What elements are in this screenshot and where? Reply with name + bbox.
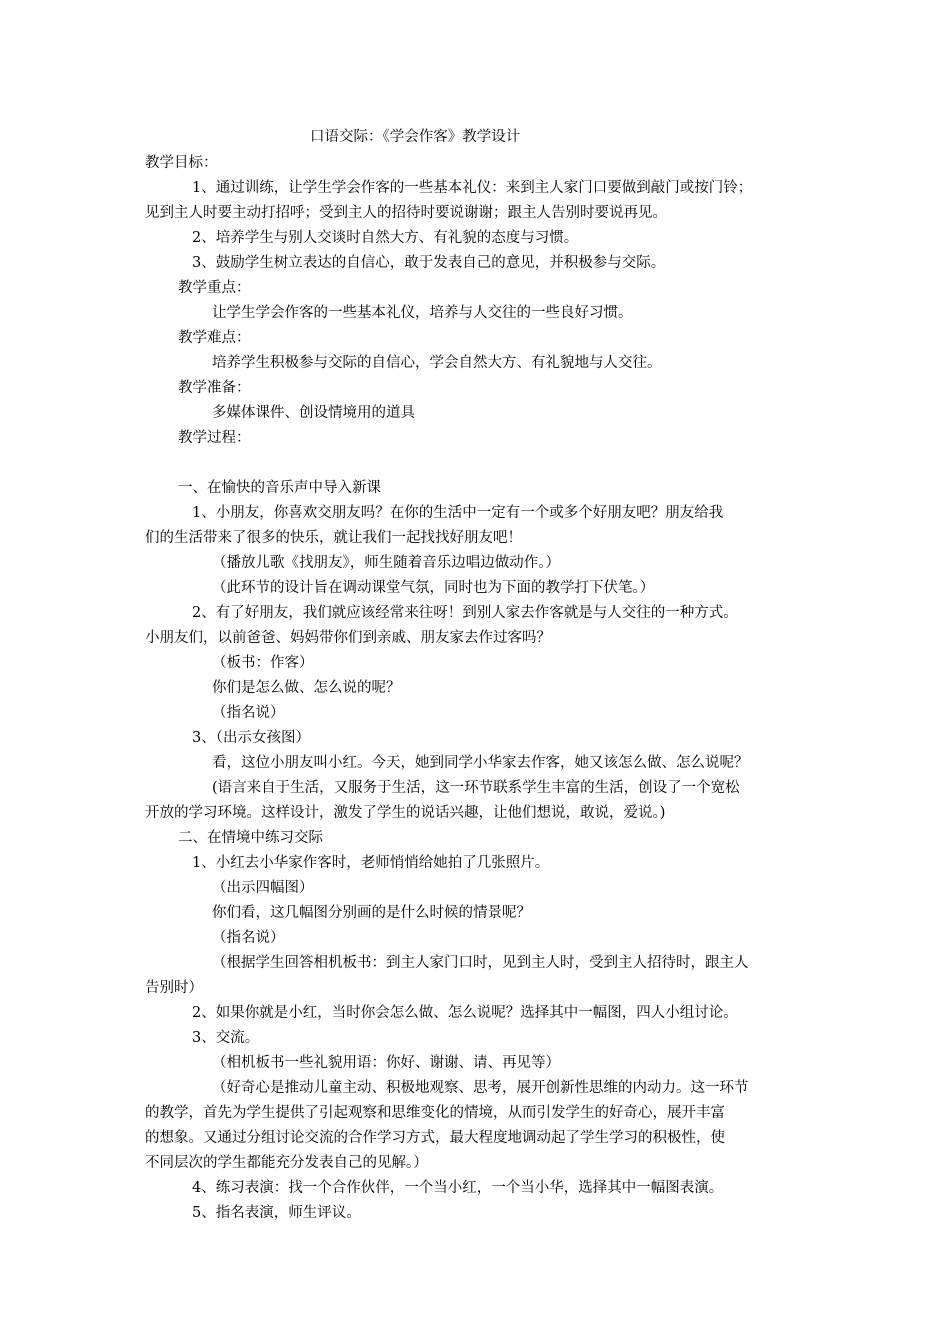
paragraph-2-3: 3、交流。 bbox=[192, 1030, 260, 1046]
paragraph-1-1-cont: 们的生活带来了很多的快乐，就让我们一起找找好朋友吧！ bbox=[145, 530, 522, 546]
paragraph-2-3-note: （好奇心是推动儿童主动、积极地观察、思考，展开创新性思维的内动力。这一环节 bbox=[212, 1080, 749, 1096]
paragraph-2-1-question: 你们看，这几幅图分别画的是什么时候的情景呢？ bbox=[212, 905, 531, 921]
paragraph-2-1-show: （出示四幅图） bbox=[212, 880, 314, 896]
paragraph-2-3-note-cont-3: 不同层次的学生都能充分发表自己的见解。） bbox=[145, 1155, 428, 1171]
paragraph-goal-3: 3、鼓励学生树立表达的自信心，敢于发表自己的意见，并积极参与交际。 bbox=[192, 255, 666, 271]
heading-difficulties: 教学难点： bbox=[178, 330, 251, 346]
paragraph-preparation: 多媒体课件、创设情境用的道具 bbox=[212, 405, 415, 421]
paragraph-1-3-note: (语言来自于生活，又服务于生活，这一环节联系学生丰富的生活，创设了一个宽松 bbox=[212, 780, 740, 796]
heading-teaching-goals: 教学目标： bbox=[145, 155, 218, 171]
paragraph-2-3-note-cont-1: 的教学，首先为学生提供了引起观察和思维变化的情境，从而引发学生的好奇心，展开丰富 bbox=[145, 1105, 725, 1121]
paragraph-2-1-board-cont: 告别时） bbox=[145, 980, 203, 996]
section-heading-1: 一、在愉快的音乐声中导入新课 bbox=[178, 480, 381, 496]
paragraph-2-5: 5、指名表演，师生评议。 bbox=[192, 1205, 361, 1221]
paragraph-2-1: 1、小红去小华家作客时，老师悄悄给她拍了几张照片。 bbox=[192, 855, 550, 871]
paragraph-1-3: 3、（出示女孩图） bbox=[192, 730, 310, 746]
section-heading-2: 二、在情境中练习交际 bbox=[178, 830, 323, 846]
paragraph-1-1-note-a: （播放儿歌《找朋友》，师生随着音乐边唱边做动作。） bbox=[212, 555, 560, 571]
paragraph-2-1-board: （根据学生回答相机板书：到主人家门口时，见到主人时，受到主人招待时，跟主人 bbox=[212, 955, 749, 971]
paragraph-1-3-note-cont: 开放的学习环境。这样设计，激发了学生的说话兴趣，让他们想说，敢说，爱说。) bbox=[145, 805, 666, 821]
paragraph-goal-1: 1、通过训练，让学生学会作客的一些基本礼仪：来到主人家门口要做到敲门或按门铃； bbox=[192, 180, 753, 196]
heading-process: 教学过程： bbox=[178, 430, 251, 446]
page-title: 口语交际：《学会作客》教学设计 bbox=[310, 129, 521, 145]
paragraph-1-2-cont: 小朋友们，以前爸爸、妈妈带你们到亲戚、朋友家去作过客吗？ bbox=[145, 630, 551, 646]
paragraph-1-2-question: 你们是怎么做、怎么说的呢？ bbox=[212, 680, 401, 696]
paragraph-1-2-call: （指名说） bbox=[212, 705, 285, 721]
paragraph-1-1: 1、小朋友，你喜欢交朋友吗？在你的生活中一定有一个或多个好朋友吧？朋友给我 bbox=[192, 505, 724, 521]
paragraph-2-2: 2、如果你就是小红，当时你会怎么做、怎么说呢？选择其中一幅图，四人小组讨论。 bbox=[192, 1005, 738, 1021]
paragraph-2-3-board: （相机板书一些礼貌用语：你好、谢谢、请、再见等） bbox=[212, 1055, 560, 1071]
paragraph-goal-2: 2、培养学生与别人交谈时自然大方、有礼貌的态度与习惯。 bbox=[192, 230, 579, 246]
paragraph-1-3-text: 看，这位小朋友叫小红。今天，她到同学小华家去作客，她又该怎么做、怎么说呢？ bbox=[212, 755, 749, 771]
paragraph-2-4: 4、练习表演：找一个合作伙伴，一个当小红，一个当小华，选择其中一幅图表演。 bbox=[192, 1180, 724, 1196]
paragraph-goal-1-cont: 见到主人时要主动打招呼；受到主人的招待时要说谢谢；跟主人告别时要说再见。 bbox=[145, 205, 667, 221]
paragraph-2-3-note-cont-2: 的想象。又通过分组讨论交流的合作学习方式，最大程度地调动起了学生学习的积极性，使 bbox=[145, 1130, 725, 1146]
paragraph-2-1-call: （指名说） bbox=[212, 930, 285, 946]
paragraph-difficulties: 培养学生积极参与交际的自信心，学会自然大方、有礼貌地与人交往。 bbox=[212, 355, 662, 371]
heading-key-points: 教学重点： bbox=[178, 280, 251, 296]
paragraph-1-1-note-b: （此环节的设计旨在调动课堂气氛，同时也为下面的教学打下伏笔。） bbox=[212, 580, 655, 596]
paragraph-key-points: 让学生学会作客的一些基本礼仪，培养与人交往的一些良好习惯。 bbox=[212, 305, 633, 321]
paragraph-1-2-board: （板书：作客） bbox=[212, 655, 314, 671]
paragraph-1-2: 2、有了好朋友，我们就应该经常来往呀！到别人家去作客就是与人交往的一种方式。 bbox=[192, 605, 738, 621]
heading-preparation: 教学准备： bbox=[178, 380, 251, 396]
